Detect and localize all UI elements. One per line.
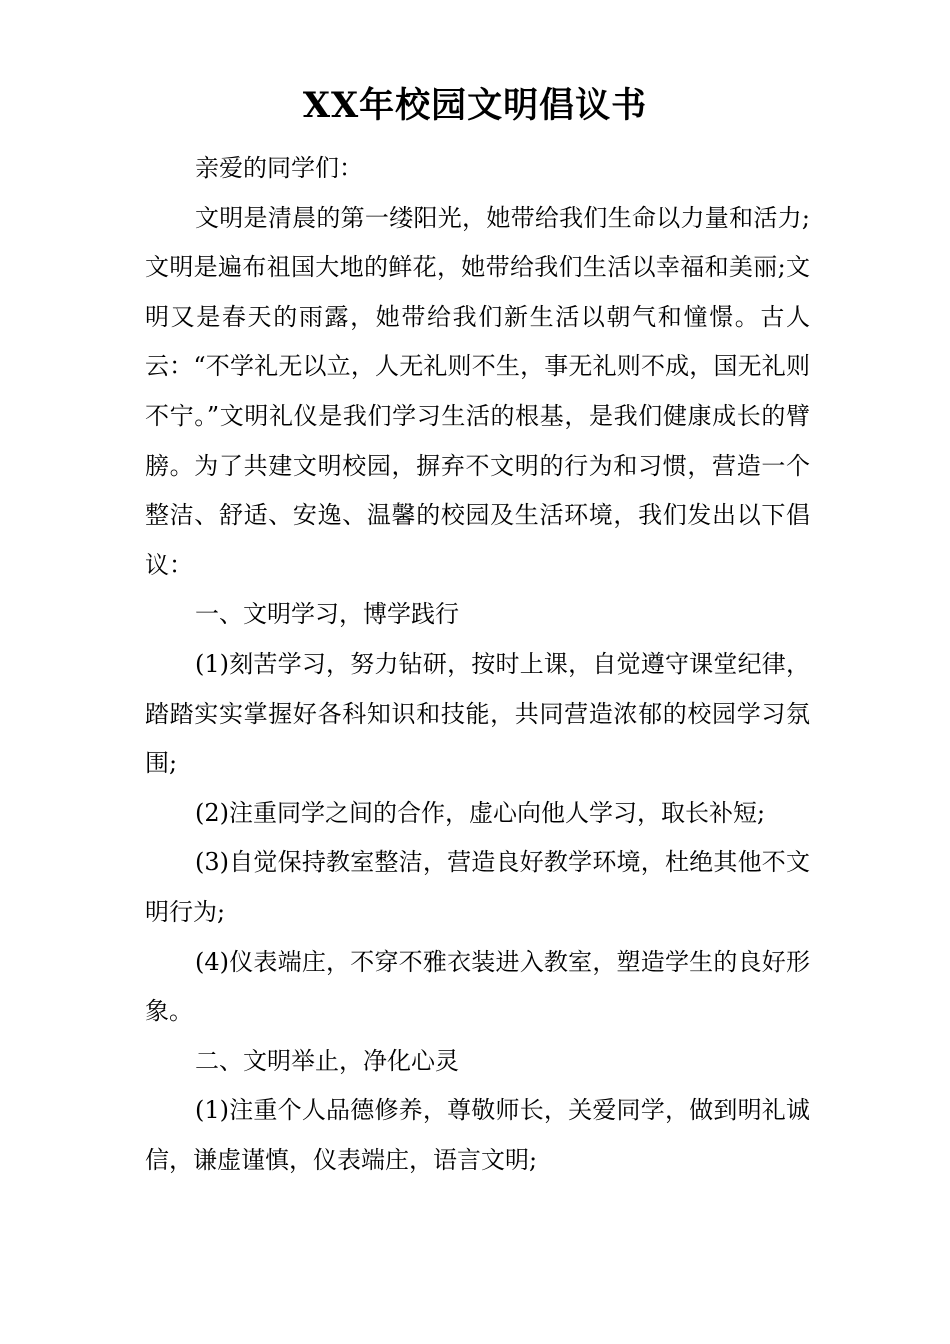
- intro-paragraph: 文明是清晨的第一缕阳光，她带给我们生命以力量和活力;文明是遍布祖国大地的鲜花，她带给我们生活以幸福和美丽;文明又是春天的雨露，她带给我们新生活以朝气和憧憬。古人云：“不学礼无以立，人无礼则不生，事无礼则不成，国无礼则不宁。”文明礼仪是我们学习生活的根基，是我们健康成长的臂膀。为了共建文明校园，摒弃不文明的行为和习惯，营造一个整洁、舒适、安逸、温馨的校园及生活环境，我们发出以下倡议：: [145, 203, 810, 579]
- document-body: [145, 144, 810, 1185]
- salutation: 亲爱的同学们：: [195, 154, 363, 182]
- list-item: (4)仪表端庄，不穿不雅衣装进入教室，塑造学生的良好形象。: [145, 947, 810, 1026]
- document-title: XX年校园文明倡议书: [302, 85, 648, 126]
- section-heading-1: 一、文明学习，博学践行: [195, 600, 459, 629]
- list-item: (1)刻苦学习，努力钻研，按时上课，自觉遵守课堂纪律，踏踏实实掌握好各科知识和技能，共同营造浓郁的校园学习氛围;: [145, 649, 810, 778]
- list-item: (2)注重同学之间的合作，虚心向他人学习，取长补短;: [195, 798, 766, 827]
- list-item: (1)注重个人品德修养，尊敬师长，关爱同学，做到明礼诚信，谦虚谨慎，仪表端庄，语言文明;: [145, 1096, 810, 1174]
- list-item: (3)自觉保持教室整洁，营造良好教学环境，杜绝其他不文明行为;: [145, 848, 810, 926]
- section-heading-2: 二、文明举止，净化心灵: [195, 1046, 459, 1075]
